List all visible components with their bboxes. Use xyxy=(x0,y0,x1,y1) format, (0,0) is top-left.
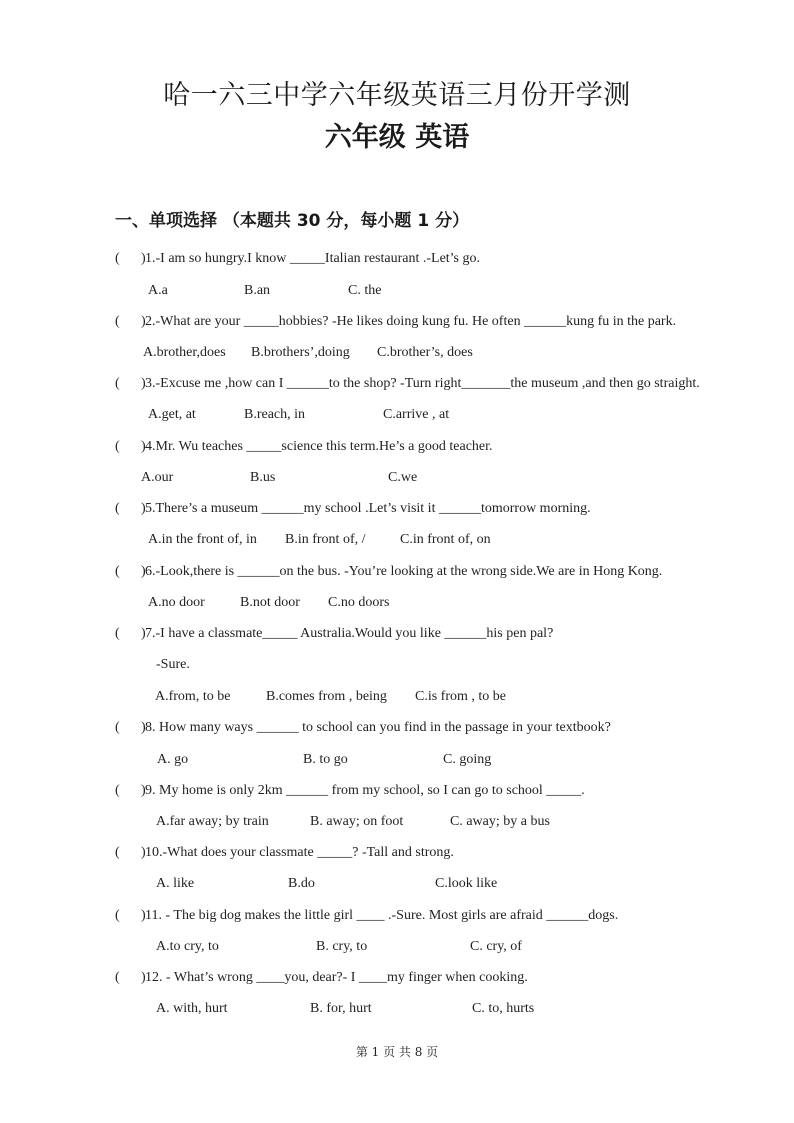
option-b: B.an xyxy=(244,283,271,298)
answer-paren-open: ( xyxy=(115,720,120,735)
option-b: B. away; on foot xyxy=(310,814,404,829)
option-c: C. cry, of xyxy=(470,939,522,954)
answer-paren-open: ( xyxy=(115,314,120,329)
exam-subtitle: 六年级 英语 xyxy=(324,122,470,153)
answer-paren-open: ( xyxy=(115,626,120,641)
option-b: B. for, hurt xyxy=(310,1001,372,1016)
option-a: A.no door xyxy=(148,595,205,610)
option-c: C.look like xyxy=(435,876,498,891)
exam-title: 哈一六三中学六年级英语三月份开学测 xyxy=(163,80,631,111)
answer-paren-open: ( xyxy=(115,501,120,516)
option-b: B. cry, to xyxy=(316,939,368,954)
option-a: A. like xyxy=(156,876,195,891)
answer-paren-open: ( xyxy=(115,908,120,923)
question-text: 4.Mr. Wu teaches _____science this term.He’s a good teacher. xyxy=(145,439,493,454)
question-text: 5.There’s a museum ______my school .Let’s visit it ______tomorrow morning. xyxy=(145,501,591,516)
answer-paren-close: ) xyxy=(141,251,146,266)
option-c: C. the xyxy=(348,283,382,298)
answer-paren-close: ) xyxy=(141,564,146,579)
question-text: 10.-What does your classmate _____? -Tall and strong. xyxy=(145,845,454,860)
answer-paren-open: ( xyxy=(115,564,120,579)
option-b: B.comes from , being xyxy=(266,689,387,704)
question-continuation: -Sure. xyxy=(156,657,190,672)
option-a: A. with, hurt xyxy=(156,1001,228,1016)
option-c: C.we xyxy=(388,470,418,485)
option-a: A.our xyxy=(141,470,174,485)
answer-paren-close: ) xyxy=(141,970,146,985)
answer-paren-close: ) xyxy=(141,376,146,391)
option-a: A.in the front of, in xyxy=(148,532,257,547)
option-b: B.brothers’,doing xyxy=(251,345,350,360)
answer-paren-open: ( xyxy=(115,845,120,860)
question-text: 12. - What’s wrong ____you, dear?- I ____my finger when cooking. xyxy=(145,970,528,985)
question-text: 7.-I have a classmate_____ Australia.Would you like ______his pen pal? xyxy=(145,626,554,641)
option-c: C.in front of, on xyxy=(400,532,491,547)
answer-paren-open: ( xyxy=(115,376,120,391)
option-c: C.no doors xyxy=(328,595,390,610)
question-text: 8. How many ways ______ to school can you find in the passage in your textbook? xyxy=(145,720,611,735)
option-c: C. going xyxy=(443,752,492,767)
question-text: 6.-Look,there is ______on the bus. -You’re looking at the wrong side.We are in Hong Kong. xyxy=(145,564,663,579)
option-b: B.in front of, / xyxy=(285,532,366,547)
answer-paren-close: ) xyxy=(141,783,146,798)
section-heading: 一、单项选择 （本题共 30 分，每小题 1 分） xyxy=(115,211,470,231)
answer-paren-open: ( xyxy=(115,970,120,985)
option-a: A.get, at xyxy=(148,407,196,422)
page-number: 第 1 页 共 8 页 xyxy=(355,1045,439,1059)
option-a: A.from, to be xyxy=(155,689,231,704)
option-a: A.a xyxy=(148,283,168,298)
question-text: 3.-Excuse me ,how can I ______to the shop? -Turn right_______the museum ,and then go straight. xyxy=(145,376,700,391)
answer-paren-close: ) xyxy=(141,626,146,641)
option-c: C.brother’s, does xyxy=(377,345,473,360)
option-a: A.brother,does xyxy=(143,345,226,360)
answer-paren-close: ) xyxy=(141,501,146,516)
answer-paren-open: ( xyxy=(115,251,120,266)
answer-paren-close: ) xyxy=(141,845,146,860)
option-a: A.to cry, to xyxy=(156,939,219,954)
answer-paren-close: ) xyxy=(141,439,146,454)
option-a: A.far away; by train xyxy=(156,814,269,829)
question-text: 1.-I am so hungry.I know _____Italian restaurant .-Let’s go. xyxy=(145,251,481,266)
option-c: C. to, hurts xyxy=(472,1001,535,1016)
option-b: B.reach, in xyxy=(244,407,306,422)
answer-paren-close: ) xyxy=(141,314,146,329)
option-c: C.arrive , at xyxy=(383,407,450,422)
option-b: B.us xyxy=(250,470,276,485)
question-text: 2.-What are your _____hobbies? -He likes doing kung fu. He often ______kung fu in the park. xyxy=(145,314,677,329)
answer-paren-open: ( xyxy=(115,783,120,798)
answer-paren-close: ) xyxy=(141,908,146,923)
option-b: B.not door xyxy=(240,595,300,610)
option-a: A. go xyxy=(157,752,189,767)
option-c: C.is from , to be xyxy=(415,689,506,704)
answer-paren-close: ) xyxy=(141,720,146,735)
option-b: B.do xyxy=(288,876,315,891)
option-c: C. away; by a bus xyxy=(450,814,550,829)
answer-paren-open: ( xyxy=(115,439,120,454)
question-text: 9. My home is only 2km ______ from my school, so I can go to school _____. xyxy=(145,783,585,798)
question-text: 11. - The big dog makes the little girl ____ .-Sure. Most girls are afraid ______dogs. xyxy=(145,908,619,923)
option-b: B. to go xyxy=(303,752,348,767)
